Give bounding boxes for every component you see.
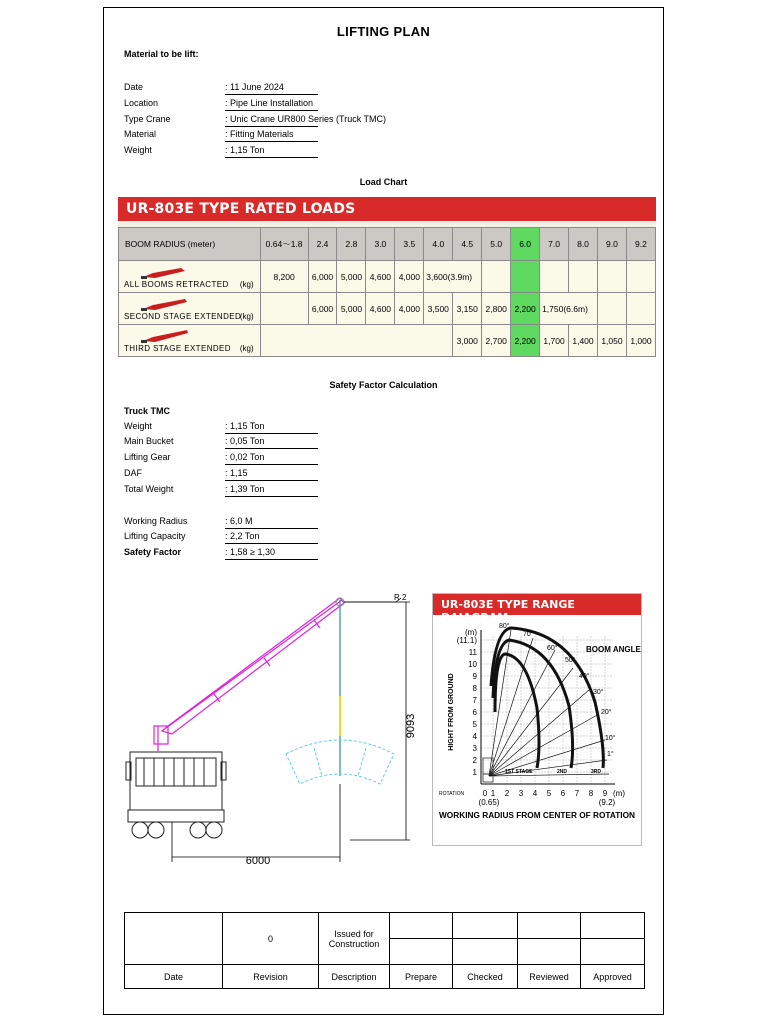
reviewed-cell <box>518 913 581 939</box>
range-diagram <box>432 593 642 846</box>
load-cell: 1,700 <box>540 325 569 357</box>
load-chart-banner <box>118 197 656 221</box>
boom-second-stage-icon <box>141 298 189 312</box>
svg-text:8: 8 <box>472 684 477 693</box>
reviewed-cell <box>518 939 581 965</box>
x-tick-labels <box>479 789 626 807</box>
svg-text:40°: 40° <box>579 673 590 680</box>
footer-header: Description <box>319 965 390 989</box>
radius-cell: 5.0 <box>482 228 511 261</box>
material-heading: Material to be lift: <box>124 49 199 59</box>
load-cell-selected: 2,200 <box>511 325 540 357</box>
radius-cell-selected: 6.0 <box>511 228 540 261</box>
load-chart-table <box>118 227 656 357</box>
boom-third-stage-icon <box>141 330 189 344</box>
truck-label: Truck TMC <box>124 406 171 416</box>
svg-text:10°: 10° <box>605 735 616 742</box>
footer-header: Date <box>125 965 223 989</box>
load-cell: 4,000 <box>395 261 424 293</box>
radius-cell: 3.0 <box>366 228 395 261</box>
load-cell: 2,800 <box>482 293 511 325</box>
height-dimension: 9093 <box>405 713 417 739</box>
radius-label: BOOM RADIUS (meter) <box>119 228 261 261</box>
svg-text:(0.65): (0.65) <box>478 798 500 807</box>
svg-text:2: 2 <box>504 789 510 798</box>
svg-text:30°: 30° <box>593 689 604 696</box>
safety-row: DAF : 1,15 <box>124 465 324 481</box>
load-cell <box>626 261 655 293</box>
load-cell: 1,000 <box>626 325 655 357</box>
svg-text:0: 0 <box>482 789 488 798</box>
radius-cell: 3.5 <box>395 228 424 261</box>
page-title: LIFTING PLAN <box>336 24 431 39</box>
info-value: : Pipe Line Installation <box>225 98 318 111</box>
load-cell: 6,000 <box>308 261 337 293</box>
svg-text:3: 3 <box>518 789 524 798</box>
radius-cell: 2.8 <box>337 228 366 261</box>
description-value: Issued for Construction <box>319 913 390 965</box>
info-value: : 11 June 2024 <box>225 82 318 95</box>
svg-text:(m): (m) <box>613 789 625 798</box>
load-cell: 5,000 <box>337 261 366 293</box>
svg-text:9: 9 <box>602 789 608 798</box>
info-label: Type Crane <box>124 114 171 124</box>
info-label: Date <box>124 82 144 92</box>
svg-text:80°: 80° <box>499 623 510 630</box>
revision-table <box>124 912 645 989</box>
info-label: Material <box>124 129 157 139</box>
radius-dimension: 6000 <box>245 855 271 867</box>
svg-text:7: 7 <box>472 696 477 705</box>
prepare-cell <box>390 939 453 965</box>
svg-text:1ST STAGE: 1ST STAGE <box>505 769 533 775</box>
load-cell: 4,600 <box>366 261 395 293</box>
revision-value: 0 <box>223 913 319 965</box>
load-cell: 4,000 <box>395 293 424 325</box>
date-cell <box>125 913 223 965</box>
svg-text:1: 1 <box>472 768 477 777</box>
radius-cell: 4.0 <box>424 228 453 261</box>
load-cell <box>540 261 569 293</box>
svg-text:6: 6 <box>472 708 477 717</box>
info-row-date <box>124 79 324 95</box>
x-axis-title: WORKING RADIUS FROM CENTER OF ROTATION <box>439 811 636 820</box>
range-banner <box>433 594 641 624</box>
load-cell: 3,600(3.9m) <box>424 261 482 293</box>
load-cell: 3,500 <box>424 293 453 325</box>
svg-text:1: 1 <box>490 789 496 798</box>
svg-text:50°: 50° <box>565 657 576 664</box>
info-label: Location <box>124 98 159 108</box>
range-chart <box>433 616 641 845</box>
radius-cell: 0.64～1.8 <box>260 228 308 261</box>
load-cell: 4,600 <box>366 293 395 325</box>
footer-header: Prepare <box>390 965 453 989</box>
load-cell: 6,000 <box>308 293 337 325</box>
safety-row: Lifting Capacity : 2,2 Ton <box>124 528 324 544</box>
svg-text:60°: 60° <box>547 645 558 652</box>
info-value: : 1,15 Ton <box>225 145 318 158</box>
svg-text:11: 11 <box>468 648 477 657</box>
radius-cell: 2.4 <box>308 228 337 261</box>
footer-header: Checked <box>453 965 518 989</box>
svg-text:8: 8 <box>588 789 594 798</box>
y-tick-labels <box>457 628 478 777</box>
info-row-type-crane <box>124 111 387 127</box>
svg-text:10: 10 <box>468 660 477 669</box>
approved-cell <box>581 939 645 965</box>
load-cell: 1,400 <box>569 325 598 357</box>
load-cell <box>597 261 626 293</box>
svg-text:5: 5 <box>472 720 477 729</box>
load-cell: 3,150 <box>453 293 482 325</box>
footer-header: Approved <box>581 965 645 989</box>
load-row-label: ALL BOOMS RETRACTED (kg) <box>119 261 261 293</box>
safety-row: Total Weight : 1,39 Ton <box>124 481 324 497</box>
svg-text:4: 4 <box>532 789 538 798</box>
load-row-label: THIRD STAGE EXTENDED (kg) <box>119 325 261 357</box>
info-row-material <box>124 126 324 142</box>
load-cell: 3,000 <box>453 325 482 357</box>
y-axis-title: HIGHT FROM GROUND <box>448 673 455 751</box>
radius-cell: 8.0 <box>569 228 598 261</box>
checked-cell <box>453 913 518 939</box>
load-cell <box>569 261 598 293</box>
load-cell: 1,050 <box>597 325 626 357</box>
info-value: : Unic Crane UR800 Series (Truck TMC) <box>225 114 318 127</box>
radius-cell: 9.2 <box>626 228 655 261</box>
crane-boom <box>154 598 344 751</box>
footer-header: Revision <box>223 965 319 989</box>
load-chart <box>118 197 656 355</box>
safety-row: Weight : 1,15 Ton <box>124 418 324 434</box>
load-cell <box>597 293 626 325</box>
radius-cell: 7.0 <box>540 228 569 261</box>
svg-text:3RD: 3RD <box>591 769 602 775</box>
footer-header: Reviewed <box>518 965 581 989</box>
svg-text:9: 9 <box>472 672 477 681</box>
rotation-label: ROTATION <box>439 791 465 797</box>
document-page <box>103 7 664 1015</box>
svg-text:7: 7 <box>574 789 580 798</box>
load-cell: 1,750(6.6m) <box>540 293 598 325</box>
safety-heading: Safety Factor Calculation <box>329 380 438 390</box>
svg-text:6: 6 <box>560 789 566 798</box>
load-cell-selected: 2,200 <box>511 293 540 325</box>
svg-text:4: 4 <box>472 732 477 741</box>
load-cell: 8,200 <box>260 261 308 293</box>
load-cell: 5,000 <box>337 293 366 325</box>
safety-row: Lifting Gear : 0,02 Ton <box>124 449 324 465</box>
svg-text:(9.2): (9.2) <box>598 798 616 807</box>
load-row-all-retracted <box>119 261 656 293</box>
checked-cell <box>453 939 518 965</box>
load-cell <box>260 293 308 325</box>
info-label: Weight <box>124 145 152 155</box>
svg-text:2: 2 <box>472 756 477 765</box>
load-row-label: SECOND STAGE EXTENDED (kg) <box>119 293 261 325</box>
load-cell-selected <box>511 261 540 293</box>
load-row-second-stage <box>119 293 656 325</box>
safety-row: Working Radius : 6,0 M <box>124 513 324 529</box>
svg-text:3: 3 <box>472 744 477 753</box>
load-chart-heading: Load Chart <box>359 177 408 187</box>
prepare-cell <box>390 913 453 939</box>
svg-text:2ND: 2ND <box>557 769 568 775</box>
radius-cell: 4.5 <box>453 228 482 261</box>
approved-cell <box>581 913 645 939</box>
svg-text:70°: 70° <box>523 631 534 638</box>
boom-angle-label: BOOM ANGLE <box>586 645 641 654</box>
svg-text:(m): (m) <box>465 628 477 637</box>
radius-cell: 9.0 <box>597 228 626 261</box>
safety-row: Main Bucket : 0,05 Ton <box>124 433 324 449</box>
truck <box>126 752 226 838</box>
radius-header-row <box>119 228 656 261</box>
load-cell <box>260 325 453 357</box>
svg-text:1°: 1° <box>607 751 614 758</box>
info-row-weight <box>124 142 324 158</box>
load-cell: 2,700 <box>482 325 511 357</box>
svg-text:(11.1): (11.1) <box>456 636 477 645</box>
range-banner-text: UR-803E TYPE RANGE DAIAGRAM <box>441 598 575 624</box>
svg-text:5: 5 <box>546 789 552 798</box>
ref-label: R 2 <box>394 593 407 602</box>
crane-drawing <box>114 586 424 867</box>
load-cell <box>482 261 511 293</box>
load-chart-banner-text: UR-803E TYPE RATED LOADS <box>126 201 356 217</box>
load-cell <box>626 293 655 325</box>
info-value: : Fitting Materials <box>225 129 318 142</box>
boom-retracted-icon <box>141 266 189 280</box>
svg-text:20°: 20° <box>601 709 612 716</box>
info-row-location <box>124 95 324 111</box>
safety-factor-row: Safety Factor : 1,58 ≥ 1,30 <box>124 544 324 560</box>
load-row-third-stage <box>119 325 656 357</box>
